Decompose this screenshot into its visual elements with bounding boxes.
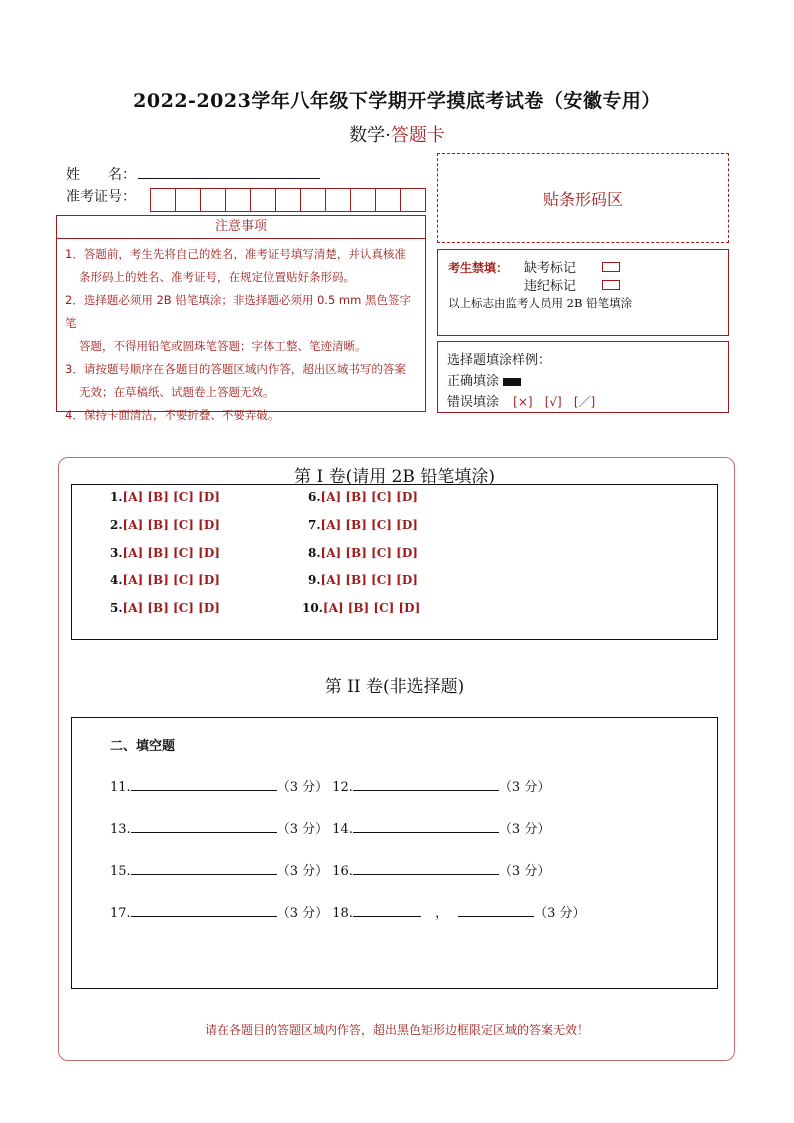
fill-in-box [71,717,718,989]
answer-line[interactable] [458,902,534,917]
mc-options[interactable]: [A] [B] [C] [D] [320,518,418,532]
answer-line[interactable] [353,902,421,917]
question-number: 2. [110,518,123,532]
correct-fill-label: 正确填涂 [447,374,500,389]
mc-options[interactable]: [A] [B] [C] [D] [320,546,418,560]
fill-section-title: 二、填空题 [110,739,176,754]
answer-line[interactable] [353,776,499,791]
mc-question-row[interactable] [302,601,420,615]
answer-line[interactable] [131,818,277,833]
question-number: 10. [302,601,323,615]
question-number: 3. [110,546,123,560]
absent-mark-box[interactable] [602,262,620,272]
fill-row [110,776,550,795]
question-number: 16. [332,864,353,879]
notice-box [56,215,426,422]
id-digit-box[interactable] [275,188,301,212]
subtitle-subject: 数学· [349,125,391,146]
answer-line[interactable] [131,776,277,791]
mc-question-row[interactable] [110,490,220,504]
notice-line: 答题，不得用铅笔或圆珠笔答题；字体工整、笔迹清晰。 [79,339,367,353]
notice-line: 4．保持卡面清洁，不要折叠、不要弄破。 [65,408,280,422]
score-label: （3 分） [276,822,329,837]
question-number: 18. [332,906,353,921]
correct-fill-mark [503,378,521,386]
score-label: （3 分） [276,780,329,795]
notice-item [65,289,419,358]
forbid-label: 考生禁填： [448,261,509,275]
name-field[interactable] [138,177,320,179]
question-number: 1. [110,490,123,504]
answer-line[interactable] [353,818,499,833]
notice-line: 1．答题前，考生先将自己的姓名，准考证号填写清楚，并认真核准 [65,247,406,261]
mc-question-row[interactable] [308,490,418,504]
id-label: 准考证号： [66,189,136,205]
sample-title: 选择题填涂样例： [447,353,552,368]
wrong-mark: [／] [573,395,596,409]
question-number: 6. [308,490,321,504]
mc-options[interactable]: [A] [B] [C] [D] [122,518,220,532]
boundary-warning: 请在各题目的答题区域内作答，超出黑色矩形边框限定区域的答案无效！ [204,1023,589,1037]
part2-title: 第 II 卷(非选择题) [324,677,465,697]
notice-heading: 注意事项 [57,216,425,239]
comma: ， [435,906,449,921]
question-number: 5. [110,601,123,615]
fill-row [110,902,585,921]
absent-label: 缺考标记 [524,261,577,276]
question-number: 11. [110,780,131,795]
id-digit-box[interactable] [375,188,401,212]
mc-options[interactable]: [A] [B] [C] [D] [122,546,220,560]
subtitle-card: 答题卡 [390,125,445,146]
question-number: 7. [308,518,321,532]
notice-line: 无效；在草稿纸、试题卷上答题无效。 [79,385,275,399]
barcode-area [437,153,729,243]
question-number: 9. [308,573,321,587]
id-digit-box[interactable] [300,188,326,212]
notice-line: 2．选择题必须用 2B 铅笔填涂；非选择题必须用 0.5 mm 黑色签字笔 [65,293,411,330]
answer-line[interactable] [131,902,277,917]
id-digit-box[interactable] [175,188,201,212]
mc-options[interactable]: [A] [B] [C] [D] [320,573,418,587]
question-number: 17. [110,906,131,921]
id-digit-box[interactable] [150,188,176,212]
score-label: （3 分） [276,906,329,921]
wrong-mark: [√] [544,395,562,409]
mc-question-row[interactable] [308,518,418,532]
answer-line[interactable] [131,860,277,875]
notice-item [65,243,419,289]
score-label: （3 分） [498,864,551,879]
id-number-boxes[interactable] [151,188,426,212]
fill-sample-box [437,341,729,413]
wrong-mark: [×] [513,395,533,409]
mc-question-row[interactable] [110,573,220,587]
score-label: （3 分） [534,906,586,921]
violation-label: 违纪标记 [524,279,577,294]
forbid-note: 以上标志由监考人员用 2B 铅笔填涂 [448,296,633,310]
score-label: （3 分） [498,780,551,795]
mc-question-row[interactable] [110,546,220,560]
fill-row [110,818,550,837]
exam-subtitle [0,121,794,147]
mc-options[interactable]: [A] [B] [C] [D] [122,573,220,587]
violation-mark-box[interactable] [602,280,620,290]
mc-options[interactable]: [A] [B] [C] [D] [122,490,220,504]
question-number: 12. [332,780,353,795]
id-digit-box[interactable] [400,188,426,212]
id-digit-box[interactable] [200,188,226,212]
question-number: 15. [110,864,131,879]
score-label: （3 分） [498,822,551,837]
part1-title: 第 I 卷(请用 2B 铅笔填涂) [294,467,495,487]
barcode-label: 贴条形码区 [542,189,623,209]
multiple-choice-box [71,484,718,640]
fill-row [110,860,550,879]
mc-question-row[interactable] [110,518,220,532]
notice-item [65,358,419,404]
notice-item [65,404,419,427]
question-number: 4. [110,573,123,587]
question-number: 13. [110,822,131,837]
mc-question-row[interactable] [308,546,418,560]
answer-line[interactable] [353,860,499,875]
id-digit-box[interactable] [350,188,376,212]
mc-options[interactable]: [A] [B] [C] [D] [122,601,220,615]
exam-title: 2022-2023学年八年级下学期开学摸底考试卷（安徽专用） [133,90,661,112]
question-number: 8. [308,546,321,560]
name-label: 姓 名： [66,167,136,183]
wrong-fill-label: 错误填涂 [447,395,500,410]
notice-line: 条形码上的姓名、准考证号，在规定位置贴好条形码。 [79,270,355,284]
notice-line: 3．请按题号顺序在各题目的答题区域内作答，超出区域书写的答案 [65,362,406,376]
id-digit-box[interactable] [325,188,351,212]
mc-options[interactable]: [A] [B] [C] [D] [320,490,418,504]
id-digit-box[interactable] [225,188,251,212]
id-digit-box[interactable] [250,188,276,212]
mc-question-row[interactable] [110,601,220,615]
mc-options[interactable]: [A] [B] [C] [D] [322,601,421,615]
examiner-only-box [437,249,729,336]
score-label: （3 分） [276,864,329,879]
mc-question-row[interactable] [308,573,418,587]
question-number: 14. [332,822,353,837]
